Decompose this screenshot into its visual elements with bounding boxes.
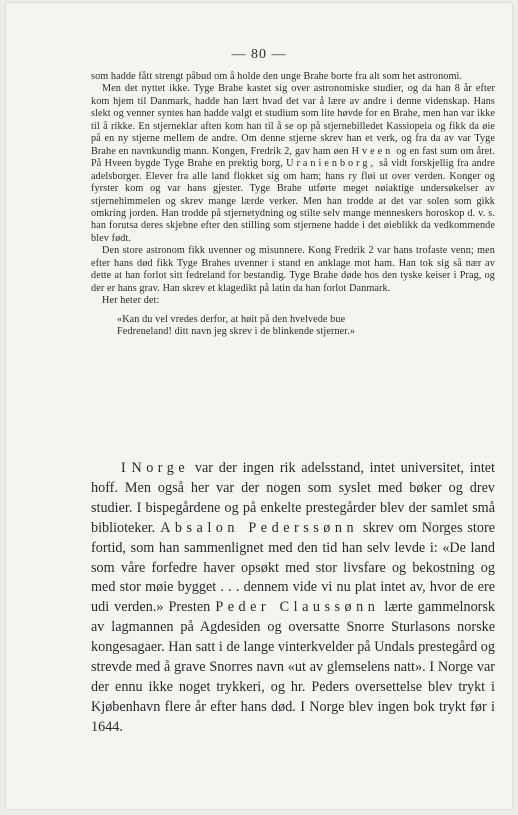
large-print-section	[91, 459, 495, 738]
text-run: og en fast sum om året. På Hveen bygde Tyge Brahe en prektig borg,	[91, 145, 495, 170]
text-run: Men det nyttet ikke. Tyge Brahe kastet sig over astronomiske studier, og da han 8 år efter kom hjem til Danmark, hadde han lært hvad det var å lære av andre i denne videnskap. Hans slekt og venner syntes han hadde valgt et studium som lite høvde for en Brahe, men han var ikke til å rikke. En stjerneklar aften kom han til å se op på stjernebilledet Kassiopeia og fikk da øie på en ny stjerne mellem de andre. Om denne stjerne skrev han et verk, og fra da av var Tyge Brahe en navnkundig mann. Kongen, Fredrik 2, gav ham øen	[91, 83, 495, 157]
text-run: var der ingen rik adelsstand, intet universitet, intet hoff. Men også her var der nogen som syslet med bøker og drev studier. I bispegårdene og på enkelte prestegårder blev der samlet små biblioteker.	[91, 460, 495, 536]
place-name-hveen: Hveen	[351, 145, 394, 157]
person-name-peder: Peder Claussønn	[215, 599, 380, 616]
quote-line-2: Fedreneland! ditt navn jeg skrev i de blinkende stjerner.»	[117, 326, 356, 338]
small-print-section	[91, 71, 495, 339]
paragraph-enemies: Den store astronom fikk uvenner og misunnere. Kong Fredrik 2 var hans trofaste venn; men efter hans død fikk Tyge Brahes uvenner i stand en anklage mot ham. Han tok sig så nær av dette at han forlot sitt fedreland for bestandig. Tyge Brahe døde hos den tyske keiser i Prag, og der er hans grav. Han skrev et klagedikt på latin da han forlot Danmark.	[91, 245, 495, 294]
text-run: skrev om Norges store fortid, som han sammenlignet med den tid han selv levde i: «De land som våre forfedre haver opsøkt med stor livsfare og bekostning og med stor møie bygget . . . dennem vide vi nu plat intet av, hvor de ere udi verden.» Presten	[91, 519, 495, 616]
person-name-absalon: Absalon Pederssønn	[160, 519, 359, 536]
paragraph-norway: I Norge var der ingen rik adelsstand, intet universitet, intet hoff. Men også her var der nogen som syslet med bøker og drev studier. I bispegårdene og på enkelte prestegårder blev der samlet små biblioteker. Absalon Pederssønn skrev om Norges store fortid, som han sammenlignet med den tid han selv levde i: «De land som våre forfedre haver opsøkt med stor livsfare og bekostning og med stor møie bygget . . . dennem vide vi nu plat intet av, hvor de ere udi verden.» Presten Peder Claussønn lærte gammelnorsk av lagmannen på Agdesiden og oversatte Snorre Sturlasons norske kongesagaer. Han satt i de lange vinterkvelder på Undals prestegård og strevde med å grave Snorres navn «ut av glemselens natt». I Norge var der ennu ikke noget trykkeri, og hr. Peders oversettelse blev trykt i Kjøbenhavn flere år efter hans død. I Norge blev ingen bok trykt før i 1644.	[91, 460, 496, 735]
paragraph-continuation: som hadde fått strengt påbud om å holde den unge Brahe borte fra alt som het astronomi.	[91, 71, 463, 82]
place-name-norge: Norge	[131, 460, 190, 476]
place-name-uranienborg: Uranienborg,	[286, 158, 377, 170]
quote-line-1: «Kan du vel vredes derfor, at høit på den hvelvede bue	[117, 313, 346, 325]
text-run: så vidt forskjellig fra andre adelsborger. Elever fra alle land flokket sig om ham; hans ry fløi ut over verden. Konger og fyrster kom og var hans gjester. Tyge Brahe utførte meget nøiaktige undersøkelser av stjernehimmelen og skrev mange lærde verker. Men han trodde at det var solen som gikk omkring jorden. Han trodde på stjernetydning og stilte selv mange menneskers horoskop d. v. s. han forutsa deres skjebne efter den stilling som stjernene hadde i det øieblikk da vedkommende blev født.	[91, 158, 495, 244]
paragraph-tyge-brahe	[91, 83, 495, 245]
text-run: lærte gammelnorsk av lagmannen på Agdesiden og oversatte Snorre Sturlasons norske kongesagaer. Han satt i de lange vinterkvelder på Undals prestegård og strevde med å grave Snorres navn «ut av glemselens natt». I Norge var der ennu ikke noget trykkeri, og hr. Peders oversettelse blev trykt i Kjøbenhavn flere år efter hans død. I Norge blev ingen bok trykt før i 1644.	[91, 599, 496, 735]
book-page	[6, 3, 512, 809]
paragraph-here: Her heter det:	[102, 295, 160, 307]
page-number: — 80 —	[231, 47, 287, 62]
